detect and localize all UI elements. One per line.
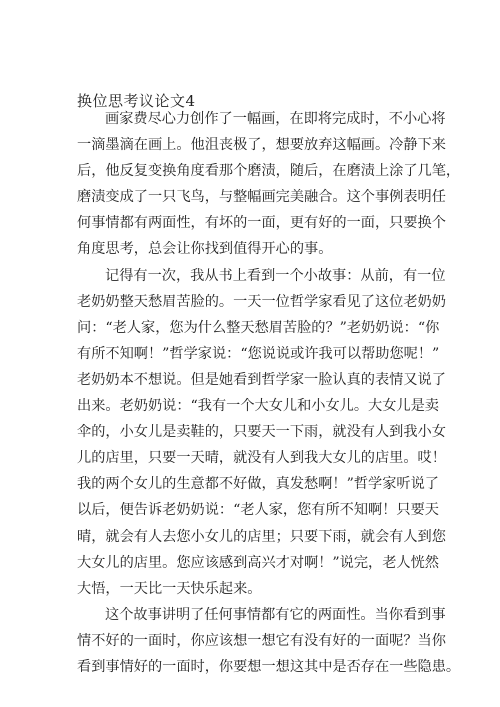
- text-line: 问：“老人家，您为什么整天愁眉苦脸的？”老奶奶说：“你: [77, 319, 440, 336]
- paragraph-2: [77, 263, 446, 602]
- text-line: 这个故事讲明了任何事情都有它的两面性。当你看到事: [105, 606, 446, 623]
- text-line: 老奶奶整天愁眉苦脸的。一天一位哲学家看见了这位老奶奶: [77, 293, 446, 310]
- document-body: [77, 106, 461, 680]
- text-line: 后，他反复变换角度看那个磨渍，随后，在磨渍上涂了几笔，: [77, 163, 461, 180]
- text-line: 我的两个女儿的生意都不好做，真发愁啊！”哲学家听说了: [77, 476, 439, 493]
- text-line: 角度思考，总会让你找到值得开心的事。: [77, 241, 333, 258]
- text-line: 画家费尽心力创作了一幅画，在即将完成时，不小心将: [105, 111, 446, 127]
- paragraph-3: [77, 602, 461, 680]
- text-line: 有所不知啊！”哲学家说：“您说说或许我可以帮助您呢！”: [77, 345, 440, 362]
- text-line: 老奶奶本不想说。但是她看到哲学家一脸认真的表情又说了: [77, 371, 446, 388]
- text-line: 记得有一次，我从书上看到一个小故事：从前，有一位: [105, 267, 446, 284]
- text-line: 一滴墨滴在画上。他沮丧极了，想要放弃这幅画。冷静下来: [77, 137, 446, 154]
- document-title: 换位思考议论文4: [77, 92, 196, 110]
- text-line: 伞的，小女儿是卖鞋的，只要天一下雨，就没有人到我小女: [77, 424, 446, 441]
- text-line: 大悟，一天比一天快乐起来。: [77, 580, 262, 597]
- text-line: 出来。老奶奶说：“我有一个大女儿和小女儿。大女儿是卖: [77, 398, 439, 415]
- text-line: 晴，就会有人去您小女儿的店里；只要下雨，就会有人到您: [77, 528, 446, 545]
- text-line: 大女儿的店里。您应该感到高兴才对啊！”说完，老人恍然: [77, 554, 439, 571]
- paragraph-1: [77, 106, 461, 263]
- text-line: 看到事情好的一面时，你要想一想这其中是否存在一些隐患。: [77, 658, 461, 675]
- text-line: 儿的店里，只要一天晴，就没有人到我大女儿的店里。哎！: [77, 450, 446, 467]
- text-line: 何事情都有两面性，有坏的一面，更有好的一面，只要换个: [77, 215, 446, 232]
- text-line: 磨渍变成了一只飞鸟，与整幅画完美融合。这个事例表明任: [77, 189, 446, 206]
- text-line: 情不好的一面时，你应该想一想它有没有好的一面呢？当你: [77, 632, 446, 649]
- text-line: 以后，便告诉老奶奶说：“老人家，您有所不知啊！只要天: [77, 502, 439, 519]
